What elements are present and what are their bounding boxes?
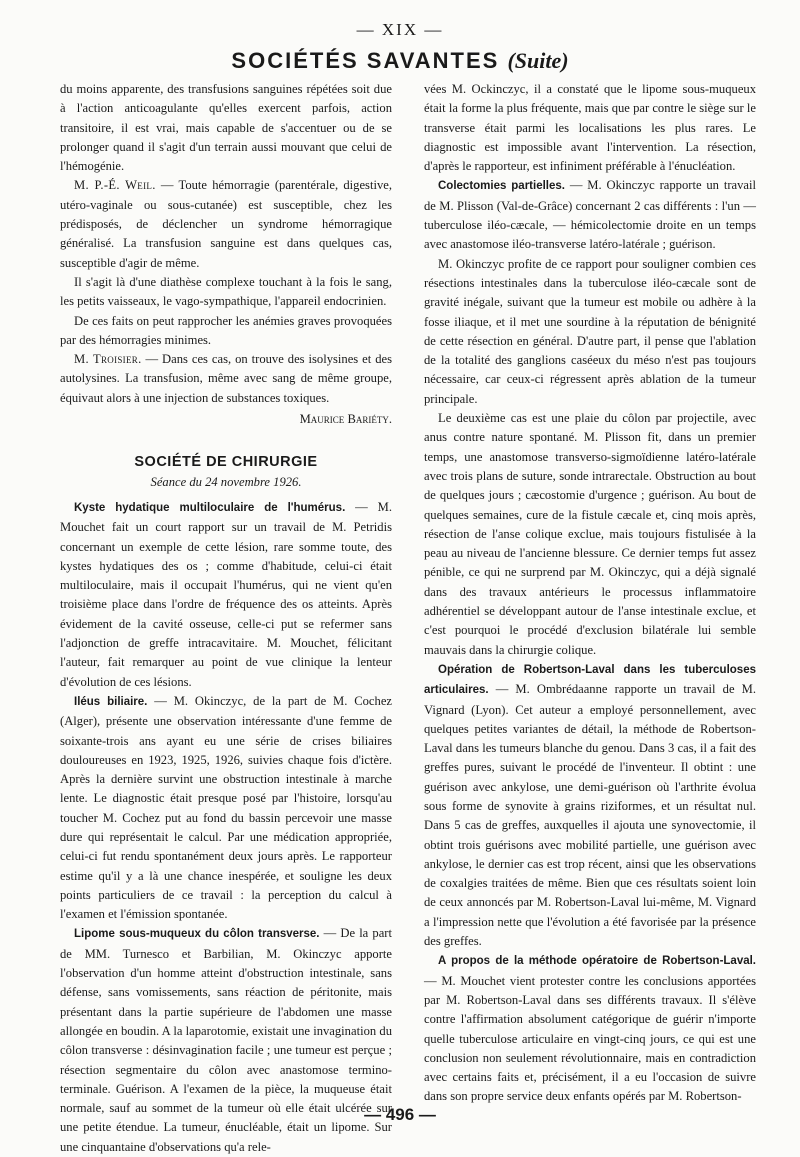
section-title-text: SOCIÉTÉS SAVANTES	[231, 48, 500, 73]
left-column	[60, 80, 393, 1154]
paragraph-text: — Toute hémorragie (parentérale, digestive, utéro-vaginale ou sous-cutanée) est susceptible, chez les prédisposés, de déclencher un syndrome hémorragique généralisé. La transfusion sanguine est dans quelques cas, susceptible d'agir de même.	[60, 178, 392, 270]
article-title: Kyste hydatique multiloculaire de l'humérus.	[74, 501, 346, 514]
running-head: — XIX —	[356, 20, 444, 39]
article	[424, 951, 756, 1106]
session-date: Séance du 24 novembre 1926.	[150, 474, 302, 489]
paragraph: vées M. Ockinczyc, il a constaté que le lipome sous-muqueux était la forme la plus fréquente, mais que par contre le siège sur le transverse était parmi les localisations les plus rares. Le diagnostic est impossible avant l'intervention. La résection, d'après le rapporteur, est infiniment préférable à l'énucléation.	[424, 82, 756, 174]
paragraph-text: — Dans ces cas, on trouve des isolysines et des autolysines. La transfusion, même avec sang de même groupe, équivaut alors à une injection de substances toxiques.	[60, 352, 392, 405]
paragraph: Il s'agit là d'une diathèse complexe touchant à la fois le sang, les petits vaisseaux, le vago-sympathique, l'appareil endocrinien.	[60, 274, 392, 309]
article	[60, 498, 392, 692]
speaker-name: M. P.-É. Weil.	[74, 178, 156, 193]
article-title: Lipome sous-muqueux du côlon transverse.	[74, 928, 320, 941]
author-signature: Maurice Bariéty.	[299, 412, 392, 427]
paragraph: De ces faits on peut rapprocher les anémies graves provoquées par des hémorragies minimes.	[60, 313, 392, 347]
article	[424, 660, 756, 951]
section-title	[0, 48, 800, 74]
article	[424, 176, 756, 254]
society-heading: SOCIÉTÉ DE CHIRURGIE	[134, 454, 318, 471]
article-text: — De la part de MM. Turnesco et Barbilian, M. Okinczyc apporte l'observation d'un homme atteint d'obstruction intestinale, sans défense, sans vomissements, sans réaction de péritonite, mais présentant dans la partie supérieure de l'abdomen une masse allongée en boudin. A la laparotomie, existait une invagination du côlon transverse : désinvagination facile ; une tumeur est perçue ; résection segmentaire du côlon avec anastomose termino-terminale. Guérison. A l'examen de la pièce, la muqueuse était normale, sauf au sommet de la tumeur où elle était ulcérée sur une petite étendue. La tumeur, énucléable, était un lipome. Sur une cinquantaine d'observations qu'a rele-	[60, 926, 392, 1154]
article-title: Opération de Robertson-Laval dans les tuberculoses articulaires.	[424, 663, 756, 697]
paragraph: du moins apparente, des transfusions sanguines répétées soit due à l'action anticoagulante qu'elles exercent parfois, action transitoire, il est vrai, mais capable de s'accentuer ou de se prolonger quand il s'agit d'un terrain aussi mouvant que celui de l'hémogénie.	[60, 82, 392, 174]
section-title-suffix: (Suite)	[507, 48, 569, 73]
article-text: — M. Mouchet vient protester contre les conclusions apportées par M. Robertson-Laval dans ses différents travaux. Il s'élève contre l'affirmation absolument catégorique de guérir n'importe quelle tuberculose articulaire en vingt-cinq jours, ce qui est une conclusion non seulement révolutionnaire, mais en contradiction avec certains faits et, précisément, il a eu l'occasion de suivre dans son propre service deux enfants opérés par M. Robertson-	[424, 973, 756, 1104]
article-text: — M. Okinczyc, de la part de M. Cochez (Alger), présente une observation intéressante d'une femme de soixante-trois ans ayant eu une série de crises biliaires douloureuses en 1923, 1925, 1926, suivies chaque fois d'ictère. Après la dernière survint une obstruction intestinale à marche lente. Le diagnostic était presque posé par l'histoire, lorsqu'au toucher M. Cochez put au fond du bassin percevoir une masse dure qui représentait le calcul. Par une médication appropriée, celui-ci fut rendu spontanément deux jours après. Le rapporteur estime qu'il y a là une chance inespérée, et souligne les deux points particuliers de ce travail : la perception du calcul à l'examen et l'émission spontanée.	[60, 693, 393, 922]
article	[60, 692, 392, 925]
article-title: Iléus biliaire.	[74, 695, 148, 708]
speaker-name: M. Troisier.	[74, 352, 142, 367]
article-text: — M. Ombrédaanne rapporte un travail de M. Vignard (Lyon). Cet auteur a employé personnellement, avec quelques petites variantes de détail, la méthode de Robertson-Laval dans les tumeurs blanche du genou. Dans 3 cas, il a fait des greffes pures, suivant le procédé de l'inventeur. Il obtint : une guérison avec ankylose, une demi-guérison où l'arthrite évolua sous forme de synovite à grains riziformes, et un résultat nul. Dans 5 cas de greffes, auxquelles il ajouta une synovectomie, il obtint trois guérisons avec mobilité partielle, une guérison avec ankylose, le dernier cas est trop récent, ainsi que les observations de coxalgies traitées de même. Bien que ces résultats soient loin de ceux annoncés par M. Robertson-Laval lui-même, M. Vignard a l'impression nette que l'évolution a été favorisée par la présence des greffes.	[424, 682, 756, 949]
paragraph	[60, 176, 392, 272]
paragraph: M. Okinczyc profite de ce rapport pour souligner combien ces résections intestinales dans la tuberculose iléo-cæcale sont de gravité inégale, suivant que la tumeur est mobile ou adhère à la fosse iliaque, et il met une sourdine à la réputation de bénignité de cette résection en général. D'autre part, il pense que l'ablation de la totalité des ganglions caséeux du méso n'est pas toujours nécessaire, car ceux-ci régressent après ablation de la tumeur principale.	[424, 256, 756, 406]
article-title: Colectomies partielles.	[438, 180, 565, 193]
article-title: A propos de la méthode opératoire de Robertson-Laval.	[438, 955, 756, 968]
page-number: — 496 —	[364, 1105, 436, 1124]
right-column	[424, 80, 756, 1104]
paragraph: Le deuxième cas est une plaie du côlon par projectile, avec anus contre nature spontané. M. Plisson fit, dans un premier temps, une anastomose transverso-sigmoïdienne latéro-latérale avec trois plans de suture, sonde intrarectale. Obstruction au bout de quelques jours ; cæcostomie d'urgence ; guérison. Au bout de quelques semaines, cure de la fistule cæcale et, cinq mois après, résection de l'anse colique exclue, mais toujours fistulisée à la peau au niveau de l'ancienne blessure. Ce dernier temps fut assez pénible, ce qui ne surprend par M. Okinczyc, qui a déjà signalé dans des travaux antérieurs le processus inflammatoire adhérentiel se développant autour de l'anse intestinale exclue, et c'est pourquoi le procédé d'exclusion bilatérale lui semble mauvais dans la chirurgie colique.	[424, 411, 756, 657]
paragraph	[60, 350, 392, 408]
article-text: — M. Okinczyc rapporte un travail de M. Plisson (Val-de-Grâce) concernant 2 cas différents : l'un — tuberculose iléo-cæcale, — hémicolectomie droite en un temps avec anastomose iléo-transverse latéro-latérale ; guérison.	[424, 178, 756, 252]
article-text: — M. Mouchet fait un court rapport sur un travail de M. Petridis concernant un exemple de cette lésion, rare somme toute, des kystes hydatiques des os ; comme d'habitude, celui-ci était multiloculaire, mais il occupait l'humérus, qui ne vient qu'en troisième place dans l'ordre de fréquence des os atteints. Après évidement de la cavité osseuse, celle-ci put se refermer sans l'adjonction de greffe intracavitaire. M. Mouchet, félicitant l'auteur, fait remarquer au point de vue clinique la lenteur d'évolution de ces lésions.	[60, 499, 392, 689]
